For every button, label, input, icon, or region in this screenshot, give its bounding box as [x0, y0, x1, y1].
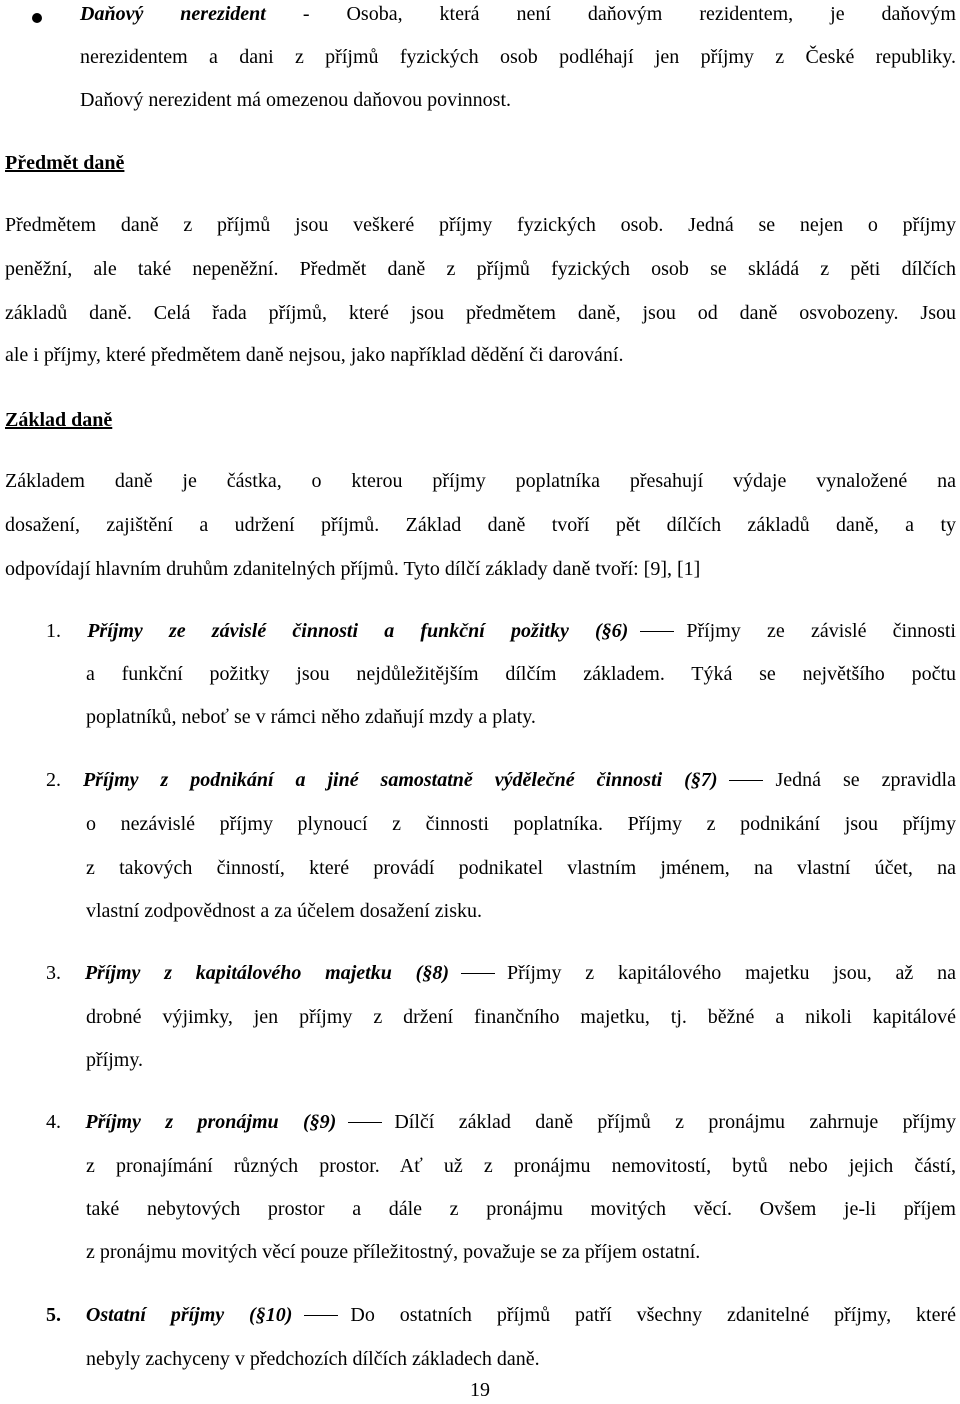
dash-separator — [348, 1122, 382, 1123]
list-item-number: 4. — [46, 1111, 61, 1133]
predmet-line-1: Předmětem daně z příjmů jsou veškeré příjmy fyzických osob. Jedná se nejen o příjmy — [5, 214, 956, 236]
bullet-line-3: Daňový nerezident má omezenou daňovou povinnost. — [80, 89, 511, 111]
list-item-title: Příjmy z pronájmu (§9) — [85, 1111, 337, 1133]
list-item-4-line-2: z pronajímání různých prostor. Ať už z pronájmu nemovitostí, bytů nebo jejich částí, — [86, 1155, 956, 1177]
list-item-title: Příjmy z podnikání a jiné samostatně výdělečné činnosti (§7) — [82, 769, 718, 791]
list-item-4-first-line: 4. Příjmy z pronájmu (§9) Dílčí základ daně příjmů z pronájmu zahrnuje příjmy — [46, 1111, 957, 1133]
dash-separator — [461, 973, 495, 974]
list-item-2-first-line: 2. Příjmy z podnikání a jiné samostatně výdělečné činnosti (§7) Jedná se zpravidla — [46, 769, 956, 791]
list-item-number: 1. — [46, 620, 61, 642]
bullet-dot-icon — [32, 13, 42, 23]
list-item-number: 5. — [46, 1304, 61, 1326]
dash-separator — [640, 631, 674, 632]
page-number: 19 — [470, 1379, 490, 1401]
list-item-3-line-3: příjmy. — [86, 1049, 144, 1071]
list-item-3-line-2: drobné výjimky, jen příjmy z držení finančního majetku, tj. běžné a nikoli kapitálové — [86, 1006, 956, 1028]
list-item-number: 3. — [46, 962, 61, 984]
list-item-title: Příjmy ze závislé činnosti a funkční požitky (§6) — [87, 620, 629, 642]
zaklad-line-3: odpovídají hlavním druhům zdanitelných příjmů. Tyto dílčí základy daně tvoří: [9], [1] — [5, 558, 701, 580]
bullet-line-1: Daňový nerezident - Osoba, která není daňovým rezidentem, je daňovým — [80, 2, 956, 26]
list-item-3-first-line: 3. Příjmy z kapitálového majetku (§8) Příjmy z kapitálového majetku jsou, až na — [46, 962, 957, 984]
dash-separator — [729, 780, 763, 781]
list-item-title: Příjmy z kapitálového majetku (§8) — [84, 962, 450, 984]
list-item-2-line-2: o nezávislé příjmy plynoucí z činnosti poplatníka. Příjmy z podnikání jsou příjmy — [86, 813, 956, 835]
list-item-2-line-4: vlastní zodpovědnost a za účelem dosažení zisku. — [86, 900, 482, 922]
list-item-title: Ostatní příjmy (§10) — [85, 1304, 293, 1326]
zaklad-line-1: Základem daně je částka, o kterou příjmy poplatníka přesahují výdaje vynaložené na — [5, 470, 956, 492]
predmet-line-2: peněžní, ale také nepeněžní. Předmět daně z příjmů fyzických osob se skládá z pěti dílčích — [5, 258, 956, 280]
list-item-2-line-3: z takových činností, které provádí podnikatel vlastním jménem, na vlastní účet, na — [86, 857, 956, 879]
section-heading-zaklad: Základ daně — [5, 409, 113, 431]
list-item-1-line-2: a funkční požitky jsou nejdůležitějším dílčím základem. Týká se největšího počtu — [86, 663, 956, 685]
list-item-5-first-line: 5. Ostatní příjmy (§10) Do ostatních příjmů patří všechny zdanitelné příjmy, které — [46, 1304, 957, 1326]
list-item-1-first-line: 1. Příjmy ze závislé činnosti a funkční požitky (§6) Příjmy ze závislé činnosti — [46, 620, 956, 642]
list-item-4-line-4: z pronájmu movitých věcí pouze příležitostný, považuje se za příjem ostatní. — [86, 1241, 701, 1263]
bullet-term: Daňový nerezident — [80, 3, 266, 25]
list-item-5-line-2: nebyly zachyceny v předchozích dílčích základech daně. — [86, 1348, 540, 1370]
list-item-number: 2. — [46, 769, 61, 791]
predmet-line-4: ale i příjmy, které předmětem daně nejsou, jako například dědění či darování. — [5, 344, 624, 366]
dash-separator — [304, 1315, 338, 1316]
predmet-line-3: základů daně. Celá řada příjmů, které jsou předmětem daně, jsou od daně osvobozeny. Jsou — [5, 302, 956, 324]
zaklad-line-2: dosažení, zajištění a udržení příjmů. Základ daně tvoří pět dílčích základů daně, a ty — [5, 514, 956, 536]
list-item-4-line-3: také nebytových prostor a dále z pronájmu movitých věcí. Ovšem je-li příjem — [86, 1198, 956, 1220]
section-heading-predmet: Předmět daně — [5, 152, 125, 174]
bullet-line-2: nerezidentem a dani z příjmů fyzických osob podléhají jen příjmy z České republiky. — [80, 46, 956, 68]
list-item-1-line-3: poplatníků, neboť se v rámci něho zdaňují mzdy a platy. — [86, 706, 536, 728]
